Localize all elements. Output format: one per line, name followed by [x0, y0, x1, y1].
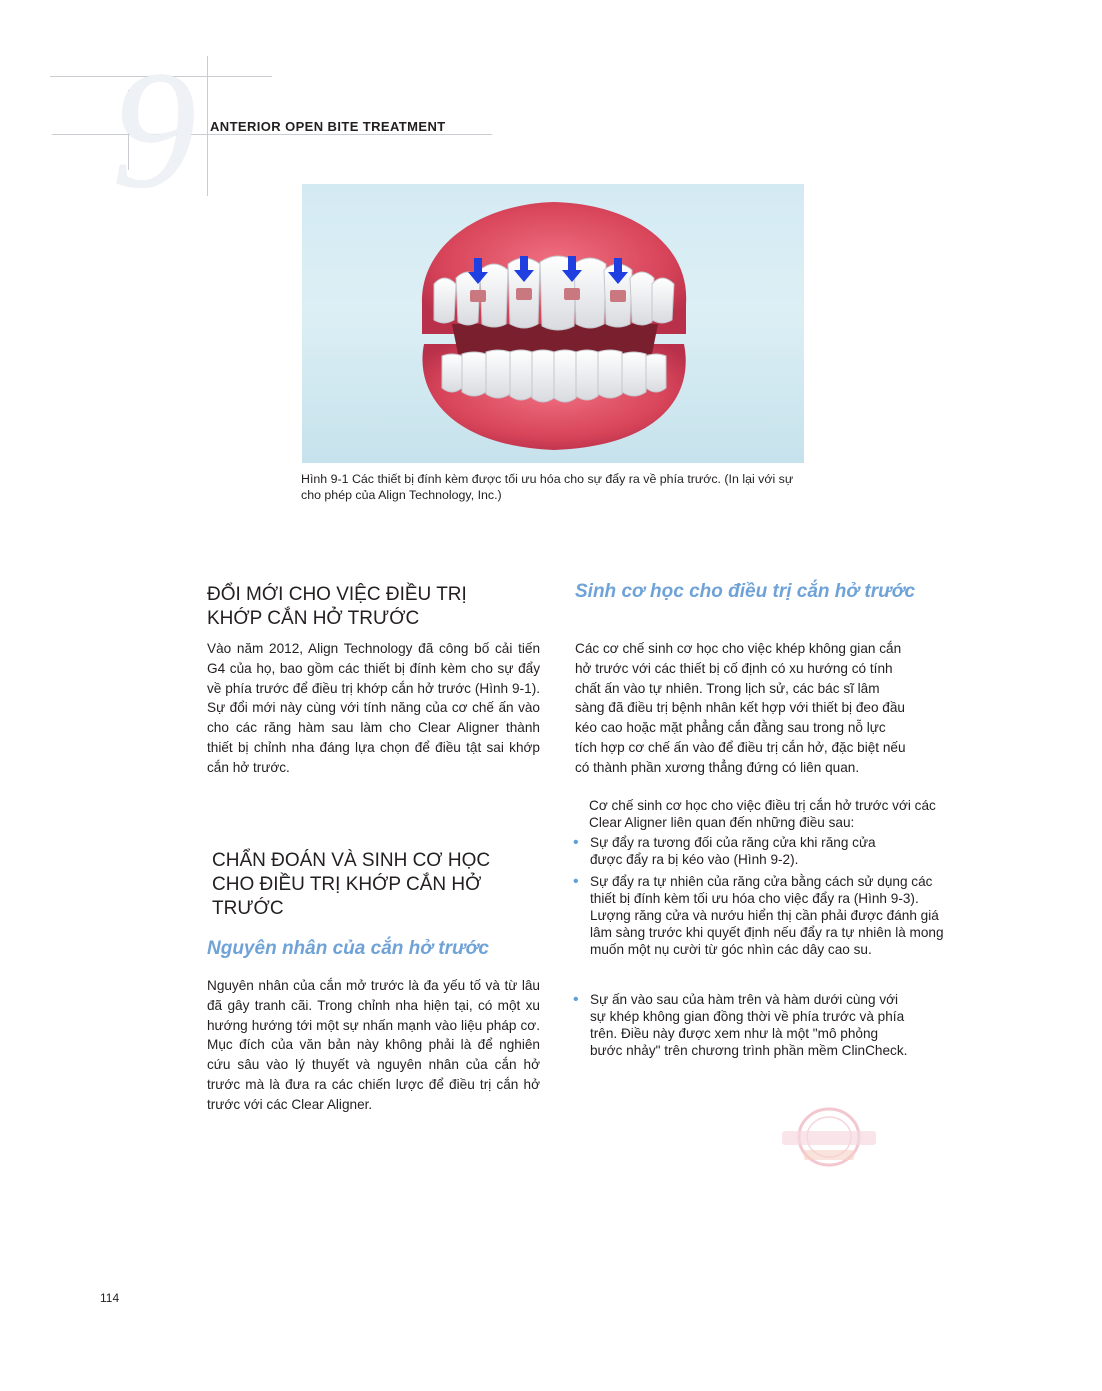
- list-item: [573, 991, 912, 1059]
- list-item: [573, 834, 908, 868]
- figure-caption: Hình 9-1 Các thiết bị đính kèm được tối ưu hóa cho sự đẩy ra về phía trước. (In lại với sự cho phép của Align Technology, Inc.): [301, 472, 794, 502]
- list-item: [573, 873, 956, 958]
- heading-diagnosis-block: [212, 849, 512, 921]
- subheading-biomechanics: Sinh cơ học cho điều trị cắn hở trước: [575, 581, 916, 602]
- para-mechanics-intro-block: [589, 797, 939, 831]
- heading-innovation-block: [207, 583, 507, 631]
- page-number: 114: [100, 1291, 120, 1305]
- para-cause-block: [207, 976, 540, 1115]
- subheading-biomech-block: [575, 580, 935, 604]
- heading-innovation: ĐỔI MỚI CHO VIỆC ĐIỀU TRỊ KHỚP CẮN HỞ TRƯỚC: [207, 584, 467, 629]
- heading-diagnosis: CHẨN ĐOÁN VÀ SINH CƠ HỌC CHO ĐIỀU TRỊ KHỚP CẮN HỞ TRƯỚC: [212, 850, 491, 919]
- paragraph-biomechanics: Các cơ chế sinh cơ học cho việc khép không gian cắn hở trước với các thiết bị cố định có xu hướng có tính chất ấn vào tự nhiên. Trong lịch sử, các bác sĩ lâm sàng đã điều trị bệnh nhân kết hợp với thiết bị đeo đầu kéo cao hoặc mặt phẳng cắn đằng sau trong nỗ lực tích hợp cơ chế ấn vào để điều trị cắn hở, đặc biệt nếu có thành phần xương thẳng đứng có liên quan.: [575, 641, 906, 775]
- bullet-text: Sự đẩy ra tự nhiên của răng cửa bằng cách sử dụng các thiết bị đính kèm tối ưu hóa cho việc đẩy ra (Hình 9-3). Lượng răng cửa và nướu hiển thị cần phải được đánh giá lâm sàng trước khi quyết định nếu đẩy ra tự nhiên là mong muốn một nụ cười từ góc nhìn các dây cao su.: [590, 874, 944, 957]
- para-biomech-block: [575, 639, 911, 778]
- chapter-number: 9: [112, 37, 196, 223]
- bullet-text: Sự ấn vào sau của hàm trên và hàm dưới cùng với sự khép không gian đồng thời về phía trước và phía trên. Điều này được xem như là một "mô phỏng bước nhảy" trên chương trình phần mềm ClinCheck.: [590, 992, 908, 1058]
- paragraph-mechanics-intro: Cơ chế sinh cơ học cho việc điều trị cắn hở trước với các Clear Aligner liên quan đến những điều sau:: [589, 798, 936, 830]
- header-rule-vertical: [207, 56, 208, 196]
- bullet-dot-icon: •: [573, 834, 579, 851]
- teeth-illustration: [302, 184, 804, 463]
- paragraph-cause: Nguyên nhân của cắn mở trước là đa yếu tố và từ lâu đã gây tranh cãi. Trong chỉnh nha hiện tại, có một xu hướng hướng tới một sự nhấn mạnh vào liệu pháp cơ. Mục đích của văn bản này không phải là để nghiên cứu sâu vào lý thuyết và nguyên nhân của cắn hở trước mà là đưa ra các chiến lược để điều trị cắn hở trước với các Clear Aligner.: [207, 978, 540, 1112]
- bullet-text: Sự đẩy ra tương đối của răng cửa khi răng cửa được đẩy ra bị kéo vào (Hình 9-2).: [590, 835, 876, 867]
- subheading-cause: Nguyên nhân của cắn hở trước: [207, 938, 489, 959]
- chapter-title: ANTERIOR OPEN BITE TREATMENT: [210, 119, 446, 134]
- bullet-dot-icon: •: [573, 873, 579, 890]
- paragraph-innovation: Vào năm 2012, Align Technology đã công bố cải tiến G4 của họ, bao gồm các thiết bị đính kèm cho sự đẩy về phía trước để điều trị khớp cắn hở trước (Hình 9-1). Sự đổi mới này cùng với tính năng của cơ chế ấn vào cho các răng hàm sau làm cho Clear Aligner thành thiết bị chỉnh nha đáng lựa chọn để điều tật sai khớp cắn hở trước.: [207, 641, 540, 775]
- para-innovation-block: [207, 639, 540, 778]
- bullet-dot-icon: •: [573, 991, 579, 1008]
- figure-teeth-image: [302, 184, 804, 463]
- subheading-cause-block: [207, 937, 537, 961]
- watermark-stamp-icon: [776, 1106, 882, 1168]
